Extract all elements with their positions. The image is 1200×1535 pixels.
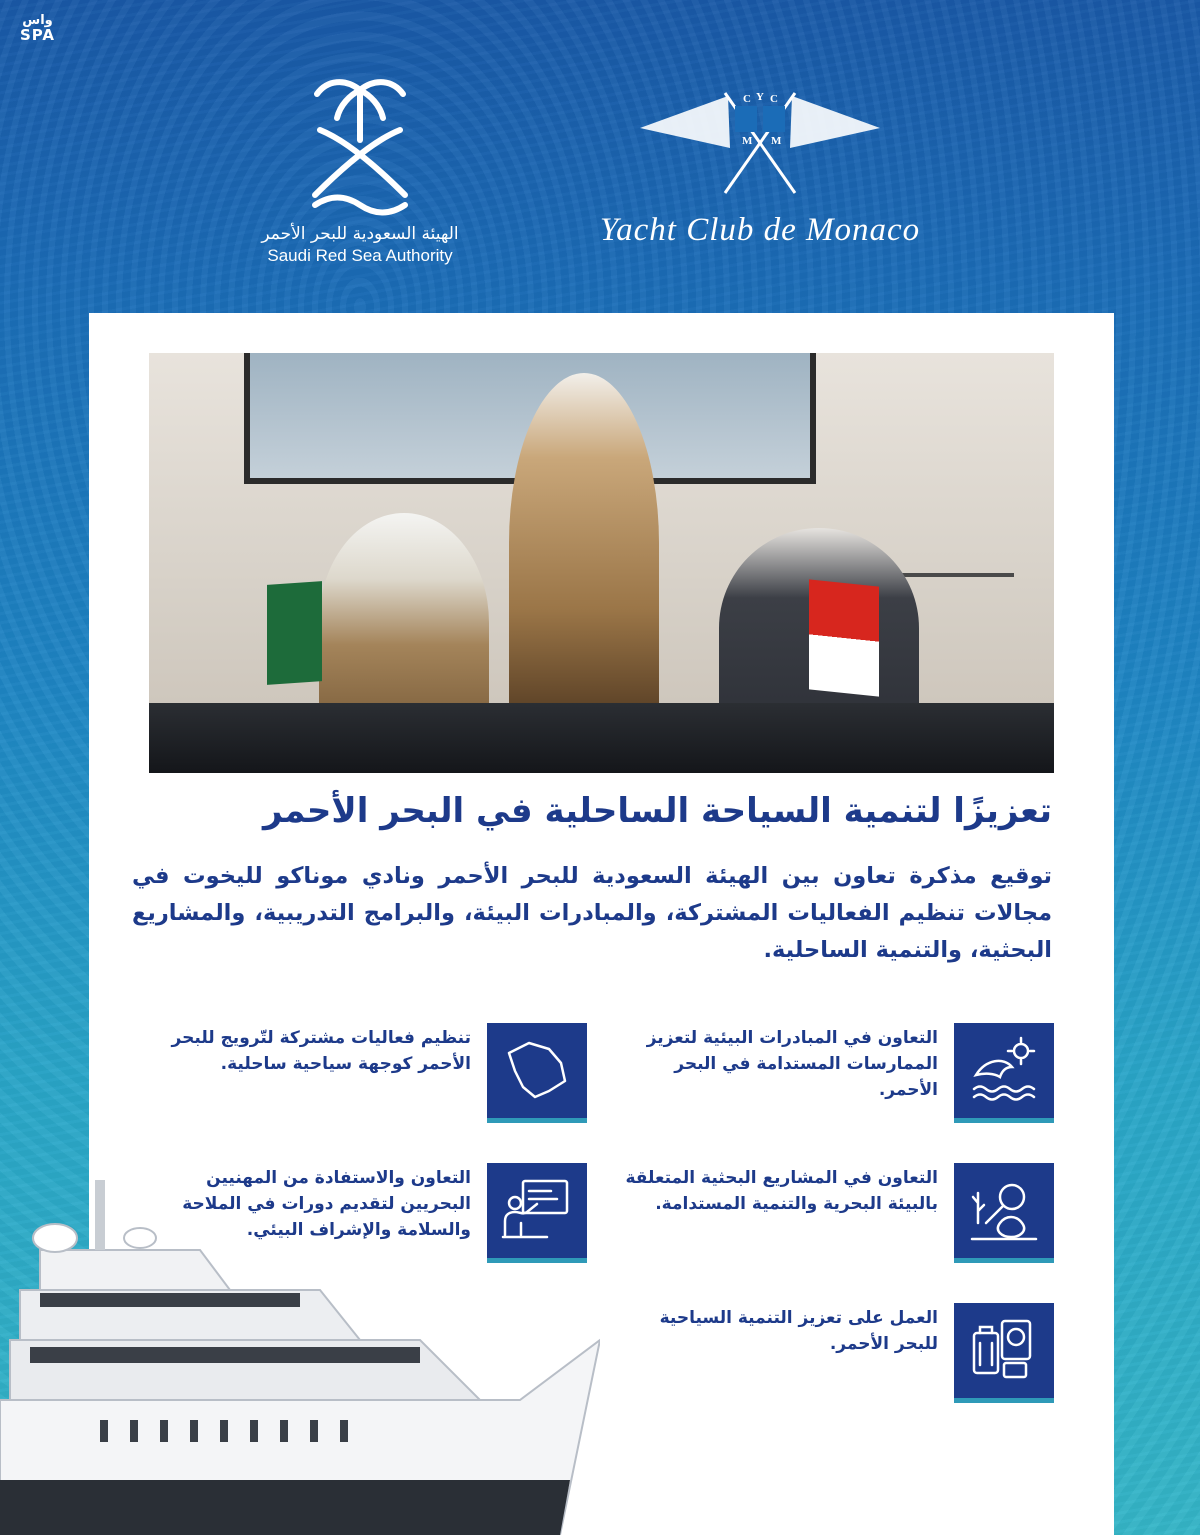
crossed-burgees-icon <box>630 88 890 198</box>
flag-letter-c2: C <box>770 93 778 105</box>
monaco-flag <box>809 579 879 696</box>
initiative-item: التعاون في المشاريع البحثية المتعلقة بالبيئة البحرية والتنمية المستدامة. <box>624 1163 1054 1263</box>
spa-corner-logo: واس SPA <box>20 13 56 44</box>
initiative-item: تنظيم فعاليات مشتركة لتّرويج للبحر الأحمر كوجهة سياحية ساحلية. <box>157 1023 587 1123</box>
marine-research-icon <box>966 1173 1042 1249</box>
yacht-club-de-monaco-logo: C Y M C M Yacht Club de Monaco <box>560 88 960 249</box>
summary-text: توقيع مذكرة تعاون بين الهيئة السعودية للبحر الأحمر ونادي موناكو لليخوت في مجالات تنظيم الفعاليات المشتركة، والمبادرات البيئة، والبرامج التدريبية، والمشاريع البحثية، والتنمية الساحلية. <box>132 863 1052 963</box>
seated-signatory-left <box>319 513 489 733</box>
saudi-red-sea-authority-logo: الهيئة السعودية للبحر الأحمر Saudi Red Sea Authority <box>225 70 495 266</box>
flag-letter-y: Y <box>756 91 764 103</box>
flag-letter-m2: M <box>771 135 782 147</box>
palm-wave-emblem-icon <box>285 70 435 220</box>
initiative-item: التعاون والاستفادة من المهنيين البحريين لتقديم دورات في الملاحة والسلامة والإشراف البيئي. <box>157 1163 587 1263</box>
signing-table <box>149 703 1054 773</box>
signing-ceremony-photo <box>149 353 1054 773</box>
saudi-map-icon <box>499 1033 575 1109</box>
model-sailboat <box>894 463 1014 577</box>
initiative-item: العمل على تعزيز التنمية السياحية للبحر الأحمر. <box>624 1303 1054 1403</box>
flag-letter-c1: C <box>743 93 751 105</box>
saudi-flag <box>267 581 322 685</box>
headline: تعزيزًا لتنمية السياحة الساحلية في البحر الأحمر <box>262 791 1052 831</box>
superyacht-illustration <box>0 1150 600 1535</box>
initiative-item: التعاون في المبادرات البيئية لتعزيز الممارسات المستدامة في البحر الأحمر. <box>624 1023 1054 1123</box>
standing-official <box>509 373 659 713</box>
dolphin-icon <box>966 1033 1042 1109</box>
flag-letter-m1: M <box>742 135 753 147</box>
travel-luggage-icon <box>966 1313 1042 1389</box>
